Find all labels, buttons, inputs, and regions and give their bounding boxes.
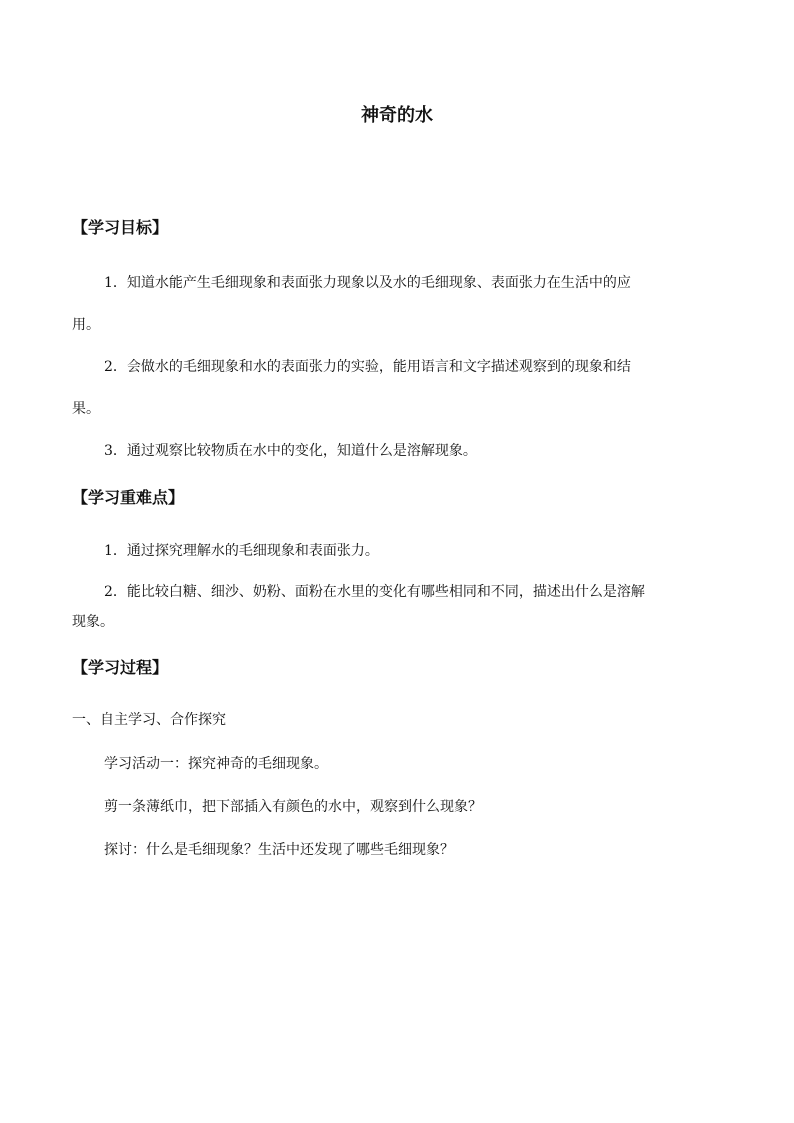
key-point-2-line1: 2．能比较白糖、细沙、奶粉、面粉在水里的变化有哪些相同和不同，描述出什么是溶解 xyxy=(104,584,645,600)
objective-3-line1: 3．通过观察比较物质在水中的变化，知道什么是溶解现象。 xyxy=(104,443,477,459)
key-point-1-line1: 1．通过探究理解水的毛细现象和表面张力。 xyxy=(104,543,379,559)
document-title: 神奇的水 xyxy=(361,105,433,126)
objective-1-line2: 用。 xyxy=(72,317,100,333)
key-point-2-line2: 现象。 xyxy=(72,614,114,630)
objective-2-line1: 2．会做水的毛细现象和水的表面张力的实验，能用语言和文字描述观察到的现象和结 xyxy=(104,359,631,375)
objective-2-line2: 果。 xyxy=(72,401,100,417)
heading-process: 【学习过程】 xyxy=(72,658,169,677)
heading-objectives: 【学习目标】 xyxy=(72,218,169,237)
heading-key-points: 【学习重难点】 xyxy=(72,488,185,507)
objective-1-line1: 1．知道水能产生毛细现象和表面张力现象以及水的毛细现象、表面张力在生活中的应 xyxy=(104,275,631,291)
process-subheading: 一、自主学习、合作探究 xyxy=(72,712,226,728)
process-line-2: 剪一条薄纸巾，把下部插入有颜色的水中，观察到什么现象？ xyxy=(104,799,482,815)
process-line-3: 探讨：什么是毛细现象？生活中还发现了哪些毛细现象？ xyxy=(104,842,454,858)
process-line-1: 学习活动一：探究神奇的毛细现象。 xyxy=(104,756,328,772)
